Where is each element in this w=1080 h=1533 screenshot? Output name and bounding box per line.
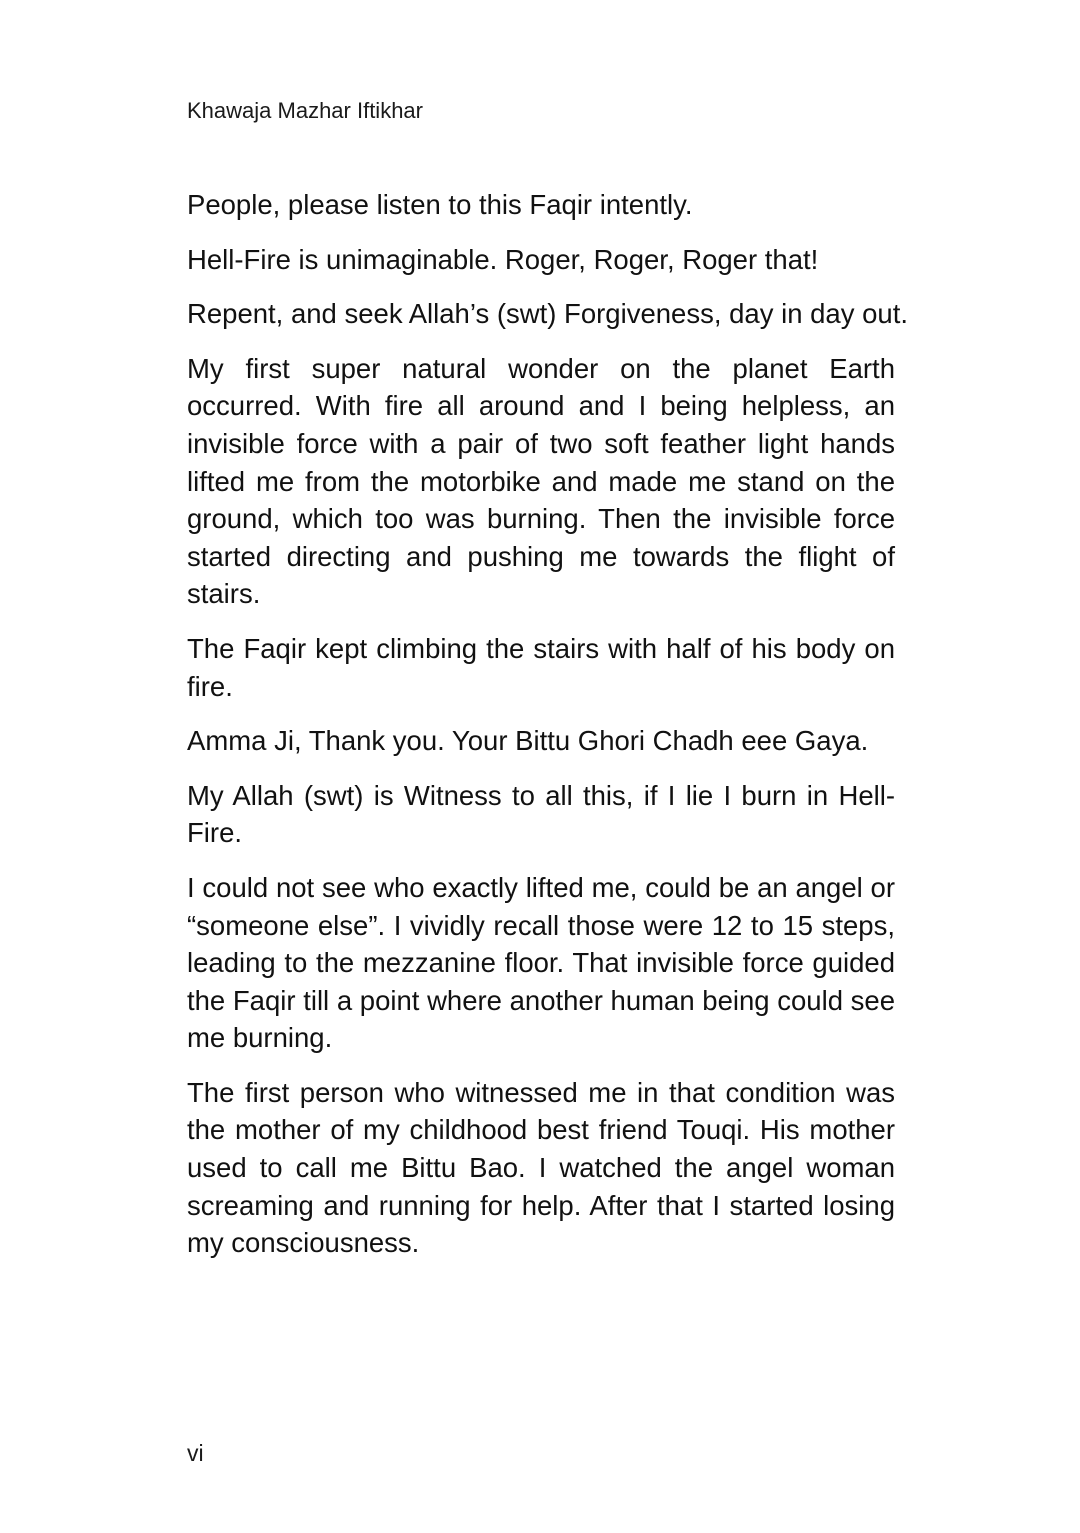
paragraph-witness: My Allah (swt) is Witness to all this, if I lie I burn in Hell-Fire. xyxy=(187,779,895,849)
paragraph-supernatural-wonder: My first super natural wonder on the planet Earth occurred. With fire all around and I being helpless, an invisible force with a pair of two soft feather light hands lifted me from the motorbike and made me stand on the ground, which too was burning. Then the invisible force started directing and pushing me towards the flight of stairs. xyxy=(187,352,895,610)
paragraph-first-person: The first person who witnessed me in that condition was the mother of my childhood best friend Touqi. His mother used to call me Bittu Bao. I watched the angel woman screaming and running for help. After that I started losing my consciousness. xyxy=(187,1076,895,1259)
paragraph-lifted: I could not see who exactly lifted me, could be an angel or “someone else”. I vividly recall those were 12 to 15 steps, leading to the mezzanine floor. That invisible force guided the Faqir till a point where another human being could see me burning. xyxy=(187,871,895,1054)
paragraph-repent: Repent, and seek Allah’s (swt) Forgiveness, day in day out. xyxy=(187,298,908,330)
running-header-author: Khawaja Mazhar Iftikhar xyxy=(187,98,423,123)
paragraph-hell-fire: Hell-Fire is unimaginable. Roger, Roger, Roger that! xyxy=(187,243,819,275)
page-number: vi xyxy=(187,1440,204,1466)
paragraph-listen: People, please listen to this Faqir intently. xyxy=(187,189,693,220)
body-text xyxy=(187,186,908,1279)
paragraph-amma-ji: Amma Ji, Thank you. Your Bittu Ghori Chadh eee Gaya. xyxy=(187,725,869,757)
paragraph-climbing-stairs: The Faqir kept climbing the stairs with half of his body on fire. xyxy=(187,632,895,702)
